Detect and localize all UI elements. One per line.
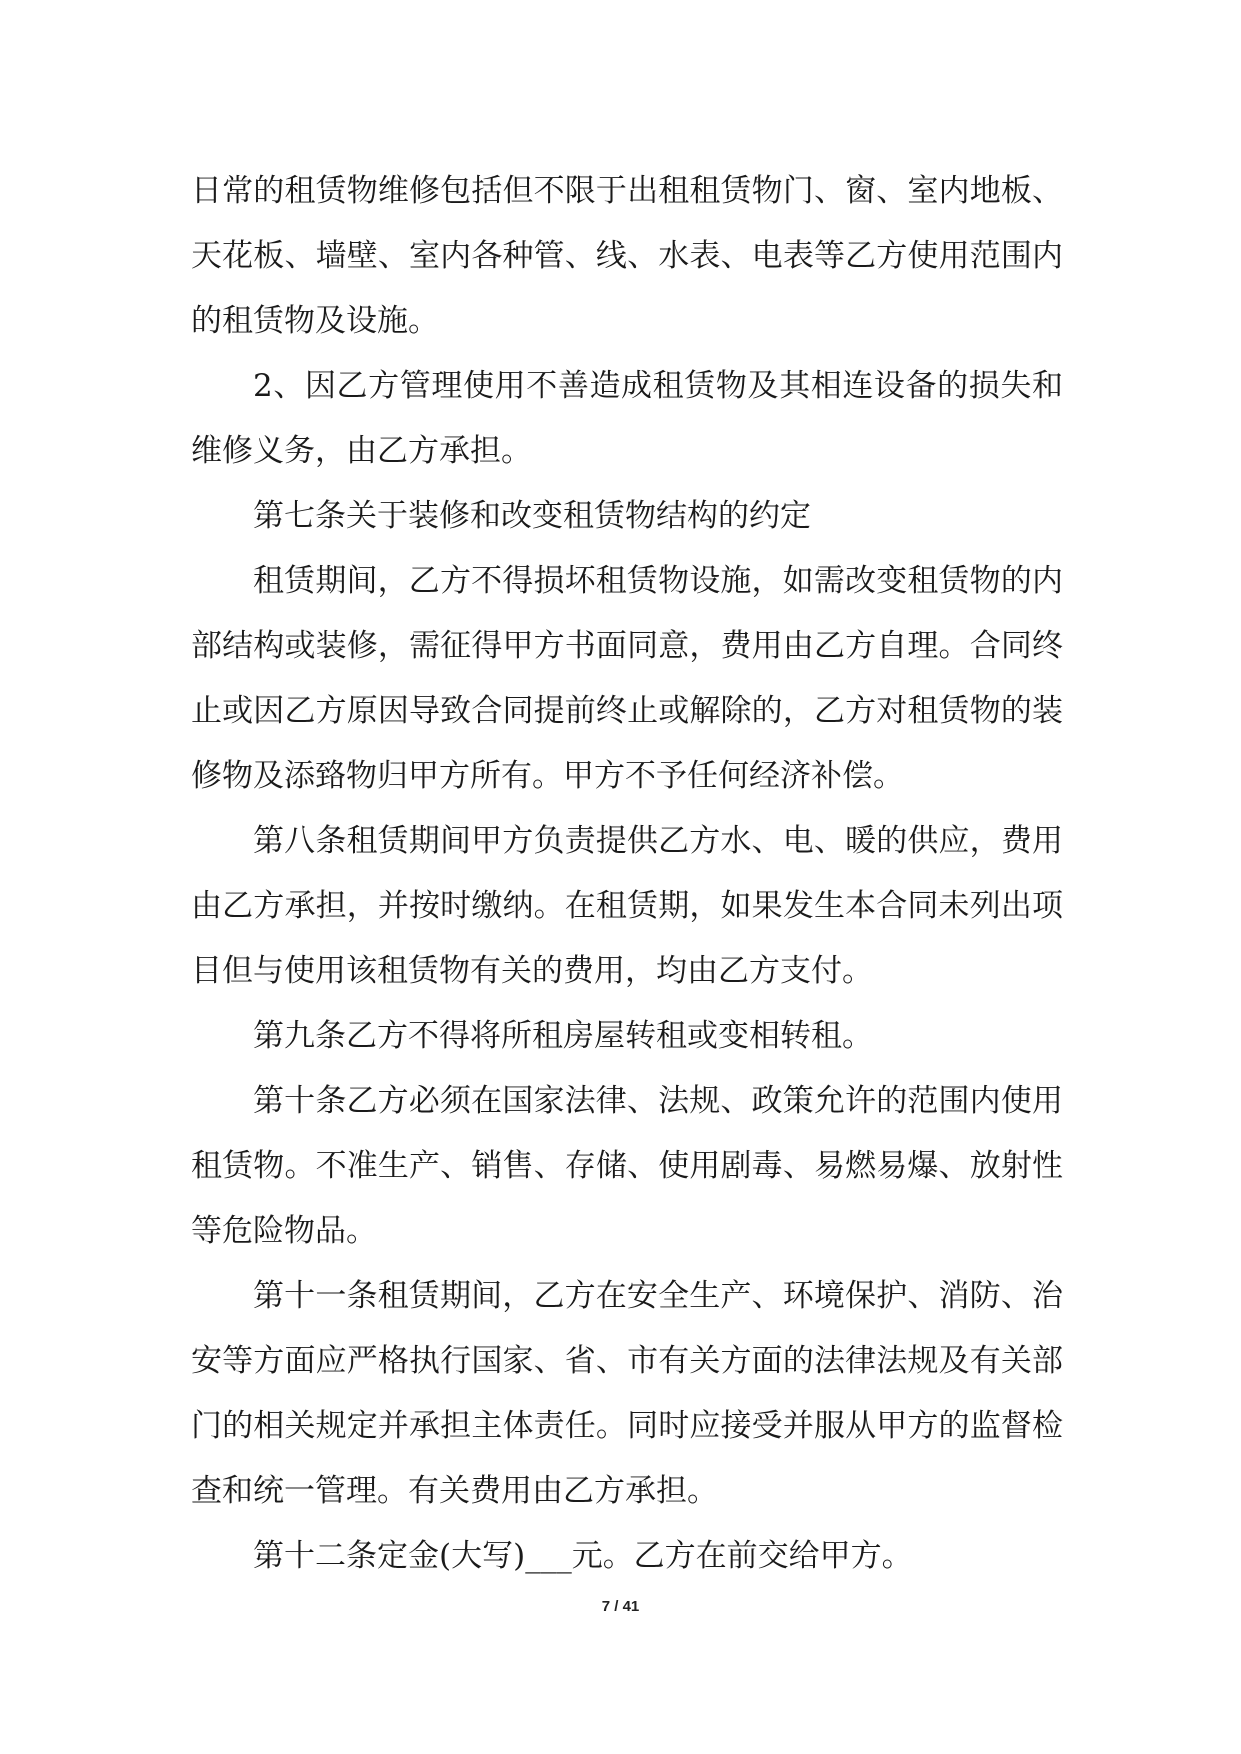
page-number: 7 / 41 — [601, 1598, 640, 1615]
paragraph-article-12: 第十二条定金(大写)___元。乙方在前交给甲方。 — [253, 1538, 913, 1574]
paragraph-article-8: 第八条租赁期间甲方负责提供乙方水、电、暖的供应，费用由乙方承担，并按时缴纳。在租赁期，如果发生本合同未列出项目但与使用该租赁物有关的费用，均由乙方支付。 — [191, 823, 1063, 989]
article-7-heading: 第七条关于装修和改变租赁物结构的约定 — [253, 498, 811, 534]
paragraph-2: 2、因乙方管理使用不善造成租赁物及其相连设备的损失和维修义务，由乙方承担。 — [191, 368, 1063, 469]
paragraph-1: 日常的租赁物维修包括但不限于出租租赁物门、窗、室内地板、天花板、墙壁、室内各种管、线、水表、电表等乙方使用范围内的租赁物及设施。 — [191, 173, 1063, 339]
paragraph-article-9: 第九条乙方不得将所租房屋转租或变相转租。 — [253, 1018, 873, 1054]
document-body — [191, 159, 1063, 1589]
paragraph-article-7: 租赁期间，乙方不得损坏租赁物设施，如需改变租赁物的内部结构或装修，需征得甲方书面同意，费用由乙方自理。合同终止或因乙方原因导致合同提前终止或解除的，乙方对租赁物的装修物及添臵物归甲方所有。甲方不予任何经济补偿。 — [191, 563, 1063, 794]
paragraph-article-11: 第十一条租赁期间，乙方在安全生产、环境保护、消防、治安等方面应严格执行国家、省、市有关方面的法律法规及有关部门的相关规定并承担主体责任。同时应接受并服从甲方的监督检查和统一管理。有关费用由乙方承担。 — [191, 1278, 1063, 1509]
paragraph-article-10: 第十条乙方必须在国家法律、法规、政策允许的范围内使用租赁物。不准生产、销售、存储、使用剧毒、易燃易爆、放射性等危险物品。 — [191, 1083, 1063, 1249]
